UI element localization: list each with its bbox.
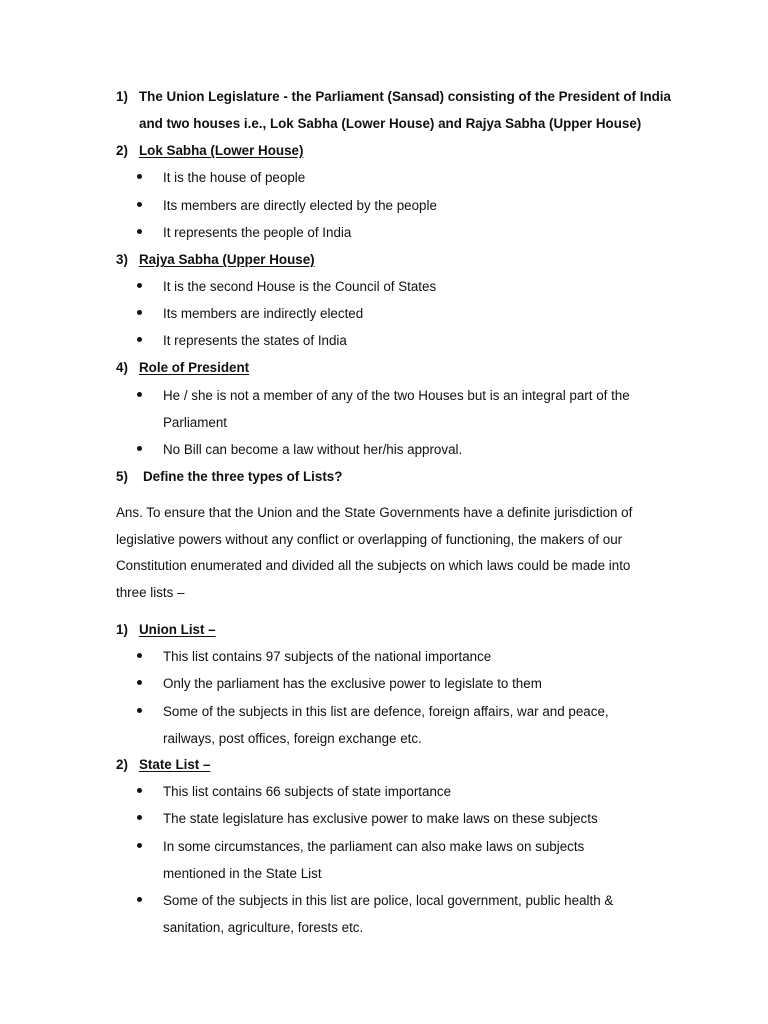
state-list-number: 2)	[116, 757, 128, 772]
lok-sabha-heading: Lok Sabha (Lower House)	[139, 143, 304, 158]
question-text: Define the three types of Lists?	[143, 469, 343, 484]
bullet-icon	[137, 202, 142, 207]
rajya-sabha-item: Its members are indirectly elected	[163, 306, 364, 321]
union-list-item: Some of the subjects in this list are defence, foreign affairs, war and peace,	[163, 704, 609, 719]
answer-line: Constitution enumerated and divided all the subjects on which laws could be made into	[116, 558, 631, 573]
bullet-icon	[137, 788, 142, 793]
union-list-heading: Union List –	[139, 622, 216, 637]
intro-number: 1)	[116, 89, 128, 104]
bullet-icon	[137, 653, 142, 658]
bullet-icon	[137, 174, 142, 179]
bullet-icon	[137, 843, 142, 848]
state-list-item-continued: mentioned in the State List	[163, 866, 322, 881]
bullet-icon	[137, 310, 142, 315]
bullet-icon	[137, 897, 142, 902]
rajya-sabha-item: It is the second House is the Council of States	[163, 279, 437, 294]
state-list-item-continued: sanitation, agriculture, forests etc.	[163, 920, 364, 935]
lok-sabha-item: It is the house of people	[163, 170, 306, 185]
bullet-icon	[137, 446, 142, 451]
president-item: He / she is not a member of any of the two Houses but is an integral part of the	[163, 388, 630, 403]
bullet-icon	[137, 337, 142, 342]
bullet-icon	[137, 392, 142, 397]
state-list-item: This list contains 66 subjects of state importance	[163, 784, 452, 799]
union-list-item-continued: railways, post offices, foreign exchange etc.	[163, 731, 422, 746]
bullet-icon	[137, 283, 142, 288]
answer-line: three lists –	[116, 585, 185, 600]
president-item-continued: Parliament	[163, 415, 228, 430]
rajya-sabha-heading: Rajya Sabha (Upper House)	[139, 252, 315, 267]
state-list-heading: State List –	[139, 757, 211, 772]
bullet-icon	[137, 815, 142, 820]
state-list-item: The state legislature has exclusive power to make laws on these subjects	[163, 811, 598, 826]
union-list-item: Only the parliament has the exclusive power to legislate to them	[163, 676, 542, 691]
bullet-icon	[137, 229, 142, 234]
rajya-sabha-number: 3)	[116, 252, 128, 267]
answer-line: Ans. To ensure that the Union and the State Governments have a definite jurisdiction of	[116, 505, 633, 520]
rajya-sabha-item: It represents the states of India	[163, 333, 347, 348]
lok-sabha-number: 2)	[116, 143, 128, 158]
bullet-icon	[137, 680, 142, 685]
president-number: 4)	[116, 360, 128, 375]
president-heading: Role of President	[139, 360, 250, 375]
president-item: No Bill can become a law without her/his approval.	[163, 442, 463, 457]
lok-sabha-item: Its members are directly elected by the people	[163, 198, 437, 213]
bullet-icon	[137, 708, 142, 713]
state-list-item: Some of the subjects in this list are police, local government, public health &	[163, 893, 614, 908]
state-list-item: In some circumstances, the parliament can also make laws on subjects	[163, 839, 585, 854]
union-list-item: This list contains 97 subjects of the national importance	[163, 649, 492, 664]
answer-line: legislative powers without any conflict or overlapping of functioning, the makers of our	[116, 532, 623, 547]
intro-line-1: The Union Legislature - the Parliament (Sansad) consisting of the President of India	[139, 89, 671, 104]
question-number: 5)	[116, 469, 128, 484]
intro-line-2: and two houses i.e., Lok Sabha (Lower House) and Rajya Sabha (Upper House)	[139, 116, 642, 131]
union-list-number: 1)	[116, 622, 128, 637]
lok-sabha-item: It represents the people of India	[163, 225, 352, 240]
